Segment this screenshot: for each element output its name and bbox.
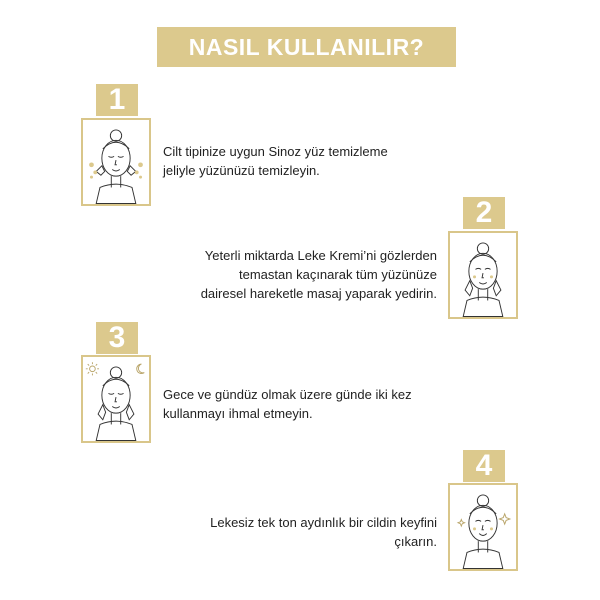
day-night-face-icon [81,355,151,443]
step-1-number: 1 [96,84,138,116]
step-4-number: 4 [463,450,505,482]
face-massage-icon [448,231,518,319]
step-2-text [137,246,437,303]
step-2-line-3: dairesel hareketle masaj yaparak yedirin. [200,286,437,301]
step-2-line-1: Yeterli miktarda Leke Kremi’ni gözlerden [204,248,437,263]
step-4-line-2: çıkarın. [394,534,437,549]
step-1-line-2: jeliyle yüzünüzü temizleyin. [163,163,320,178]
step-3-line-1: Gece ve gündüz olmak üzere günde iki kez [163,387,412,402]
step-2-line-2: temastan kaçınarak tüm yüzünüze [239,267,437,282]
step-3-line-2: kullanmayı ihmal etmeyin. [163,406,313,421]
step-1-text [163,142,388,180]
glowing-face-icon [448,483,518,571]
step-4-line-1: Lekesiz tek ton aydınlık bir cildin keyfini [210,515,437,530]
step-3-text [163,385,412,423]
step-1-line-1: Cilt tipinize uygun Sinoz yüz temizleme [163,144,388,159]
step-4-text [137,513,437,551]
step-3-number: 3 [96,322,138,354]
step-2-number: 2 [463,197,505,229]
page-title: NASIL KULLANILIR? [157,27,456,67]
face-cleansing-icon [81,118,151,206]
